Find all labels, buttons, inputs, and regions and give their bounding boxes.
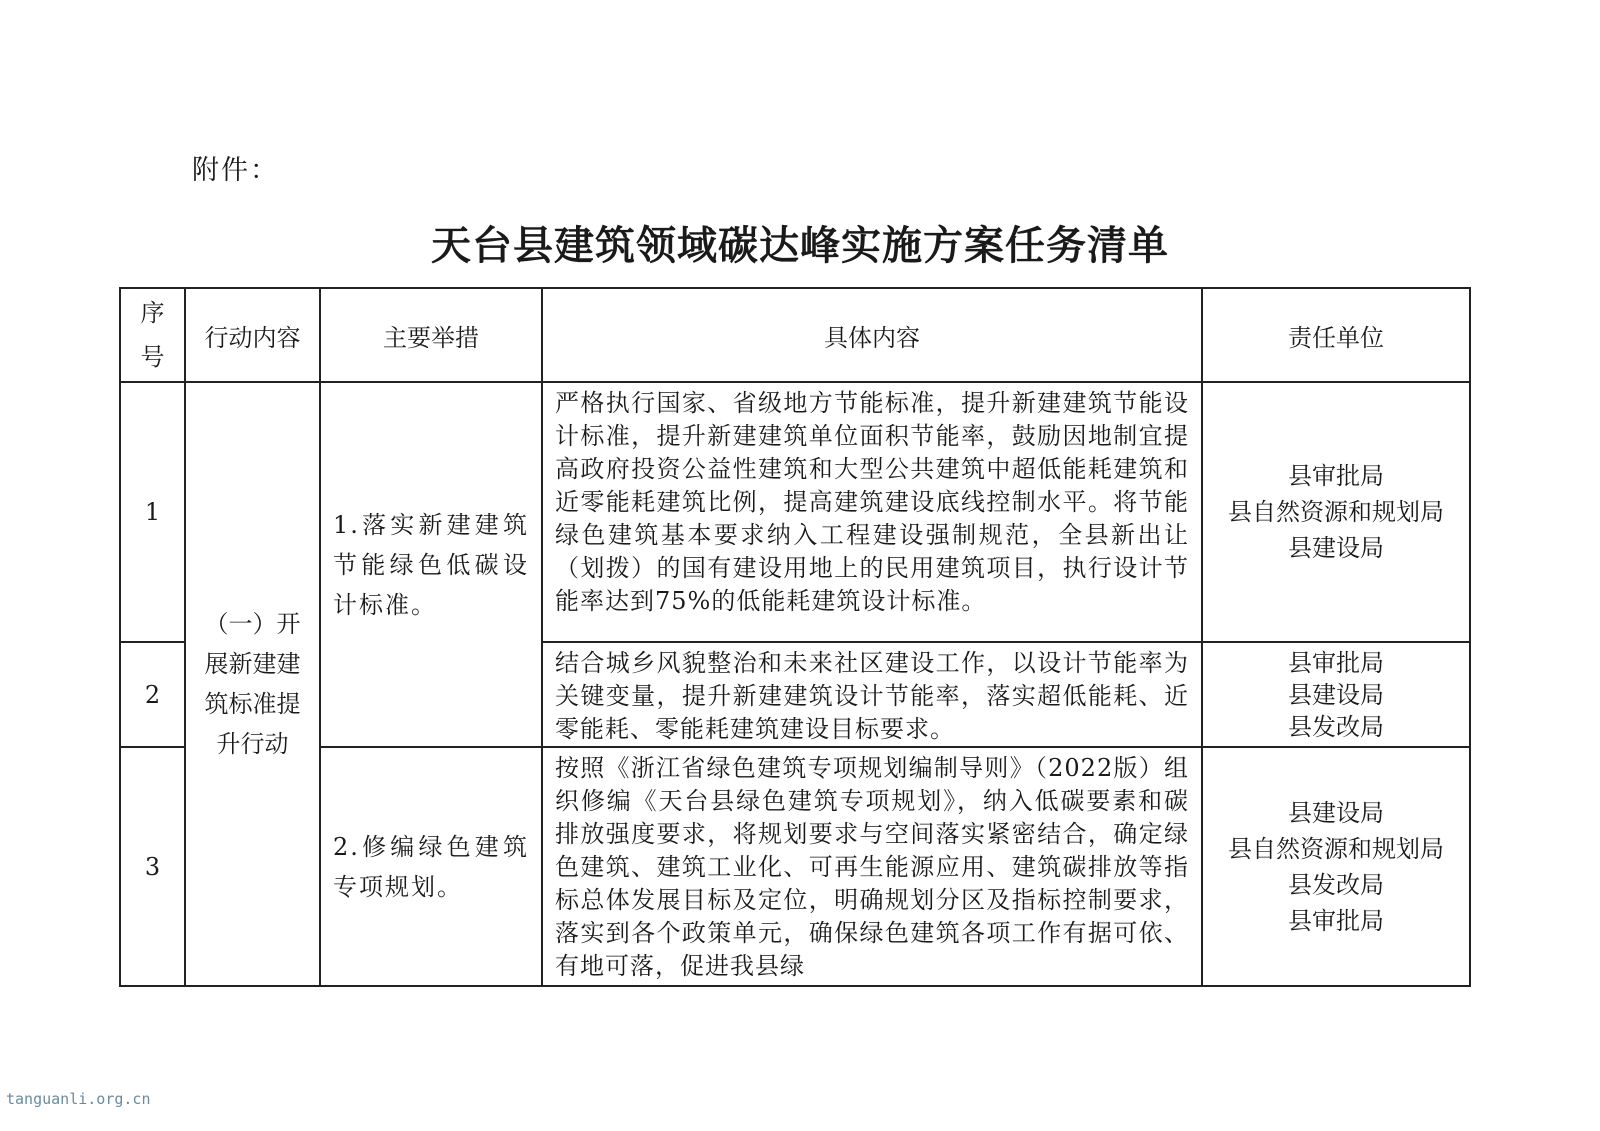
unit-name: 县发改局 bbox=[1288, 712, 1384, 741]
row-seq: 2 bbox=[120, 642, 185, 748]
header-action: 行动内容 bbox=[185, 288, 320, 382]
responsible-units-cell bbox=[1202, 382, 1470, 642]
table-row bbox=[120, 747, 1470, 986]
table-header-row bbox=[120, 288, 1470, 382]
unit-name: 县发改局 bbox=[1288, 870, 1384, 899]
measure-cell: 1.落实新建建筑节能绿色低碳设计标准。 bbox=[320, 382, 542, 747]
unit-name: 县审批局 bbox=[1288, 461, 1384, 490]
source-watermark: tanguanli.org.cn bbox=[6, 1090, 151, 1108]
action-group-cell: （一）开展新建建筑标准提升行动 bbox=[185, 382, 320, 986]
header-measure: 主要举措 bbox=[320, 288, 542, 382]
unit-name: 县审批局 bbox=[1288, 648, 1384, 677]
header-detail: 具体内容 bbox=[542, 288, 1202, 382]
header-seq: 序号 bbox=[120, 288, 185, 382]
attachment-label: 附件： bbox=[192, 155, 279, 186]
unit-name: 县自然资源和规划局 bbox=[1228, 834, 1444, 863]
unit-name: 县建设局 bbox=[1288, 533, 1384, 562]
task-list-table bbox=[119, 287, 1471, 987]
document-title: 天台县建筑领域碳达峰实施方案任务清单 bbox=[431, 222, 1169, 269]
header-unit: 责任单位 bbox=[1202, 288, 1470, 382]
responsible-units-cell bbox=[1202, 642, 1470, 748]
measure-cell: 2.修编绿色建筑专项规划。 bbox=[320, 747, 542, 986]
row-seq: 1 bbox=[120, 382, 185, 642]
row-seq: 3 bbox=[120, 747, 185, 986]
unit-name: 县审批局 bbox=[1288, 906, 1384, 935]
responsible-units-cell bbox=[1202, 747, 1470, 986]
unit-name: 县建设局 bbox=[1288, 680, 1384, 709]
detail-cell: 按照《浙江省绿色建筑专项规划编制导则》（2022版）组织修编《天台县绿色建筑专项规划》，纳入低碳要素和碳排放强度要求，将规划要求与空间落实紧密结合，确定绿色建筑、建筑工业化、可再生能源应用、建筑碳排放等指标总体发展目标及定位，明确规划分区及指标控制要求，落实到各个政策单元，确保绿色建筑各项工作有据可依、有地可落，促进我县绿 bbox=[542, 747, 1202, 986]
unit-name: 县建设局 bbox=[1288, 798, 1384, 827]
unit-name: 县自然资源和规划局 bbox=[1228, 497, 1444, 526]
detail-cell: 结合城乡风貌整治和未来社区建设工作，以设计节能率为关键变量，提升新建建筑设计节能率，落实超低能耗、近零能耗、零能耗建筑建设目标要求。 bbox=[542, 642, 1202, 748]
table-row bbox=[120, 382, 1470, 642]
detail-cell: 严格执行国家、省级地方节能标准，提升新建建筑节能设计标准，提升新建建筑单位面积节能率，鼓励因地制宜提高政府投资公益性建筑和大型公共建筑中超低能耗建筑和近零能耗建筑比例，提高建筑建设底线控制水平。将节能绿色建筑基本要求纳入工程建设强制规范，全县新出让（划拨）的国有建设用地上的民用建筑项目，执行设计节能率达到75%的低能耗建筑设计标准。 bbox=[542, 382, 1202, 642]
